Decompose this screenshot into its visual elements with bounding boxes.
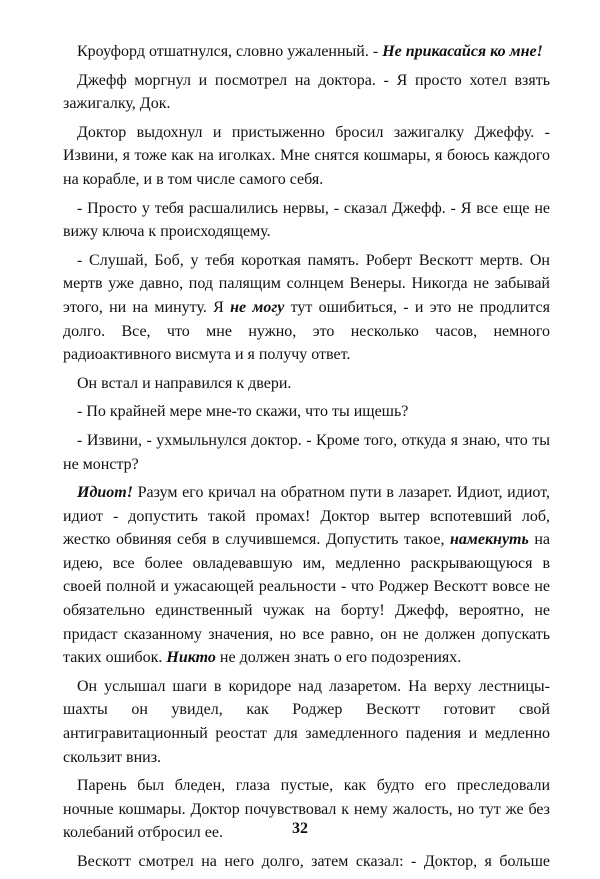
text-run: Он услышал шаги в коридоре над лазаретом. На верху лестницы-шахты он увидел, как Роджер Вескотт готовит свой антигравитационный реостат для замедленного падения и медленно скользит вниз. bbox=[63, 677, 550, 766]
paragraph bbox=[63, 429, 550, 476]
text-run: - Слушай, Боб, у тебя короткая память. Роберт Вескотт мертв. Он мертв уже давно, под палящим солнцем Венеры. Никогда не забывай этого, ни на минуту. Я bbox=[63, 251, 550, 316]
text-run: - По крайней мере мне-то скажи, что ты ищешь? bbox=[77, 403, 409, 421]
emphasized-text: Никто bbox=[166, 649, 216, 667]
book-page-text bbox=[63, 40, 550, 879]
text-run: - Просто у тебя расшалились нервы, - сказал Джефф. - Я все еще не вижу ключа к происходящему. bbox=[63, 199, 550, 241]
paragraph bbox=[63, 675, 550, 769]
paragraph bbox=[63, 121, 550, 192]
paragraph bbox=[63, 40, 550, 64]
paragraph bbox=[63, 372, 550, 396]
text-run: Разум его кричал на обратном пути в лазарет. Идиот, идиот, идиот - допустить такой промах! Доктор вытер вспотевший лоб, жестко обвиняя себя в случившемся. Допустить такое, bbox=[63, 484, 550, 549]
text-run: Доктор выдохнул и пристыженно бросил зажигалку Джеффу. - Извини, я тоже как на иголках. Мне снятся кошмары, я боюсь каждого на корабле, и в том числе самого себя. bbox=[63, 123, 550, 188]
paragraph bbox=[63, 197, 550, 244]
text-run: не должен знать о его подозрениях. bbox=[215, 649, 462, 667]
text-run: Вескотт смотрел на него долго, затем сказал: - Доктор, я больше bbox=[77, 853, 550, 870]
emphasized-text: Не прикасайся ко мне! bbox=[382, 43, 543, 60]
text-run: на идею, все более овладевавшую им, медленно раскрывающуюся в своей полной и ужасающей реальности - что Роджер Вескотт вовсе не обязательно единственный чужак на борту! Джефф, вероятно, не придаст сказанному значения, но все равно, он не должен допускать таких ошибок. bbox=[63, 531, 550, 667]
emphasized-text: не могу bbox=[230, 298, 285, 316]
text-run: - Извини, - ухмыльнулся доктор. - Кроме того, откуда я знаю, что ты не монстр? bbox=[63, 431, 550, 473]
emphasized-text: намекнуть bbox=[450, 531, 529, 549]
paragraph bbox=[63, 249, 550, 367]
text-run: тут ошибиться, - и это не продлится долго. Все, что мне нужно, это несколько часов, немного радиоактивного висмута и я получу ответ. bbox=[63, 298, 551, 364]
text-run: Парень был бледен, глаза пустые, как будто его преследовали ночные кошмары. Доктор почувствовал к нему жалость, но тут же без колебаний отбросил ее. bbox=[63, 777, 550, 842]
paragraph bbox=[63, 850, 550, 874]
paragraph bbox=[63, 481, 550, 670]
paragraph bbox=[63, 400, 550, 424]
text-run: Он встал и направился к двери. bbox=[77, 374, 292, 392]
paragraph bbox=[63, 69, 550, 116]
text-run: Джефф моргнул и посмотрел на доктора. - Я просто хотел взять зажигалку, Док. bbox=[63, 71, 550, 113]
text-run: Кроуфорд отшатнулся, словно ужаленный. - bbox=[77, 43, 383, 60]
page-number: 32 bbox=[292, 820, 308, 837]
emphasized-text: Идиот! bbox=[77, 484, 133, 502]
